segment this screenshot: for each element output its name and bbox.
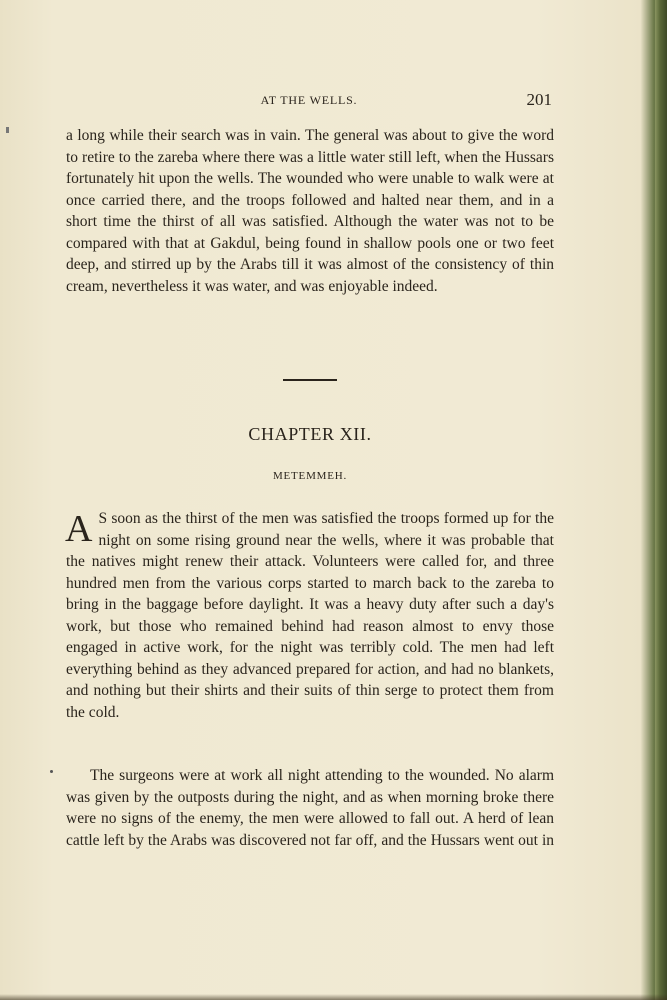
book-binding-edge xyxy=(655,0,667,1000)
page-bottom-shadow xyxy=(0,994,667,1000)
chapter-title: CHAPTER XII. xyxy=(248,424,372,444)
running-title: AT THE WELLS. xyxy=(260,93,358,107)
page-number: 201 xyxy=(526,90,552,109)
paragraph-1: a long while their search was in vain. The general was about to give the word to retire to the zareba where there was a little water still left, when the Hussars fortunately hit upon the wells. The wounded who were unable to walk were at once carried there, and the troops followed and halted near them, and in a short time the thirst of all was satisfied. Although the water was not to be compared with that at Gakdul, being found in shallow pools one or two feet deep, and stirred up by the Arabs till it was almost of the consistency of thin cream, nevertheless it was water, and was enjoyable indeed. xyxy=(66,127,554,295)
chapter-subtitle: METEMMEH. xyxy=(272,470,348,482)
margin-dot xyxy=(50,770,53,773)
paragraph-2-text: S soon as the thirst of the men was satisfied the troops formed up for the night on some rising ground near the wells, where it was probable that the natives might renew their attack. Volunteers were called for, and three hundred men from the various corps started to march back to the zareba to bring in the baggage before daylight. It was a heavy duty after such a day's work, but those who remained behind had reason almost to envy those engaged in active work, for the night was terribly cold. The men had left everything behind as they advanced prepared for action, and had no blankets, and nothing but their shirts and their suits of thin serge to protect them from the cold. xyxy=(66,510,554,721)
paragraph-3: The surgeons were at work all night attending to the wounded. No alarm was given by the outposts during the night, and as when morning broke there were no signs of the enemy, the men were allowed to fall out. A herd of lean cattle left by the Arabs was discovered not far off, and the Hussars went out in xyxy=(66,767,554,849)
paragraph-2 xyxy=(66,508,554,723)
running-head xyxy=(66,90,552,112)
margin-mark xyxy=(6,127,9,133)
drop-cap: A xyxy=(65,508,93,550)
section-divider xyxy=(283,379,337,381)
